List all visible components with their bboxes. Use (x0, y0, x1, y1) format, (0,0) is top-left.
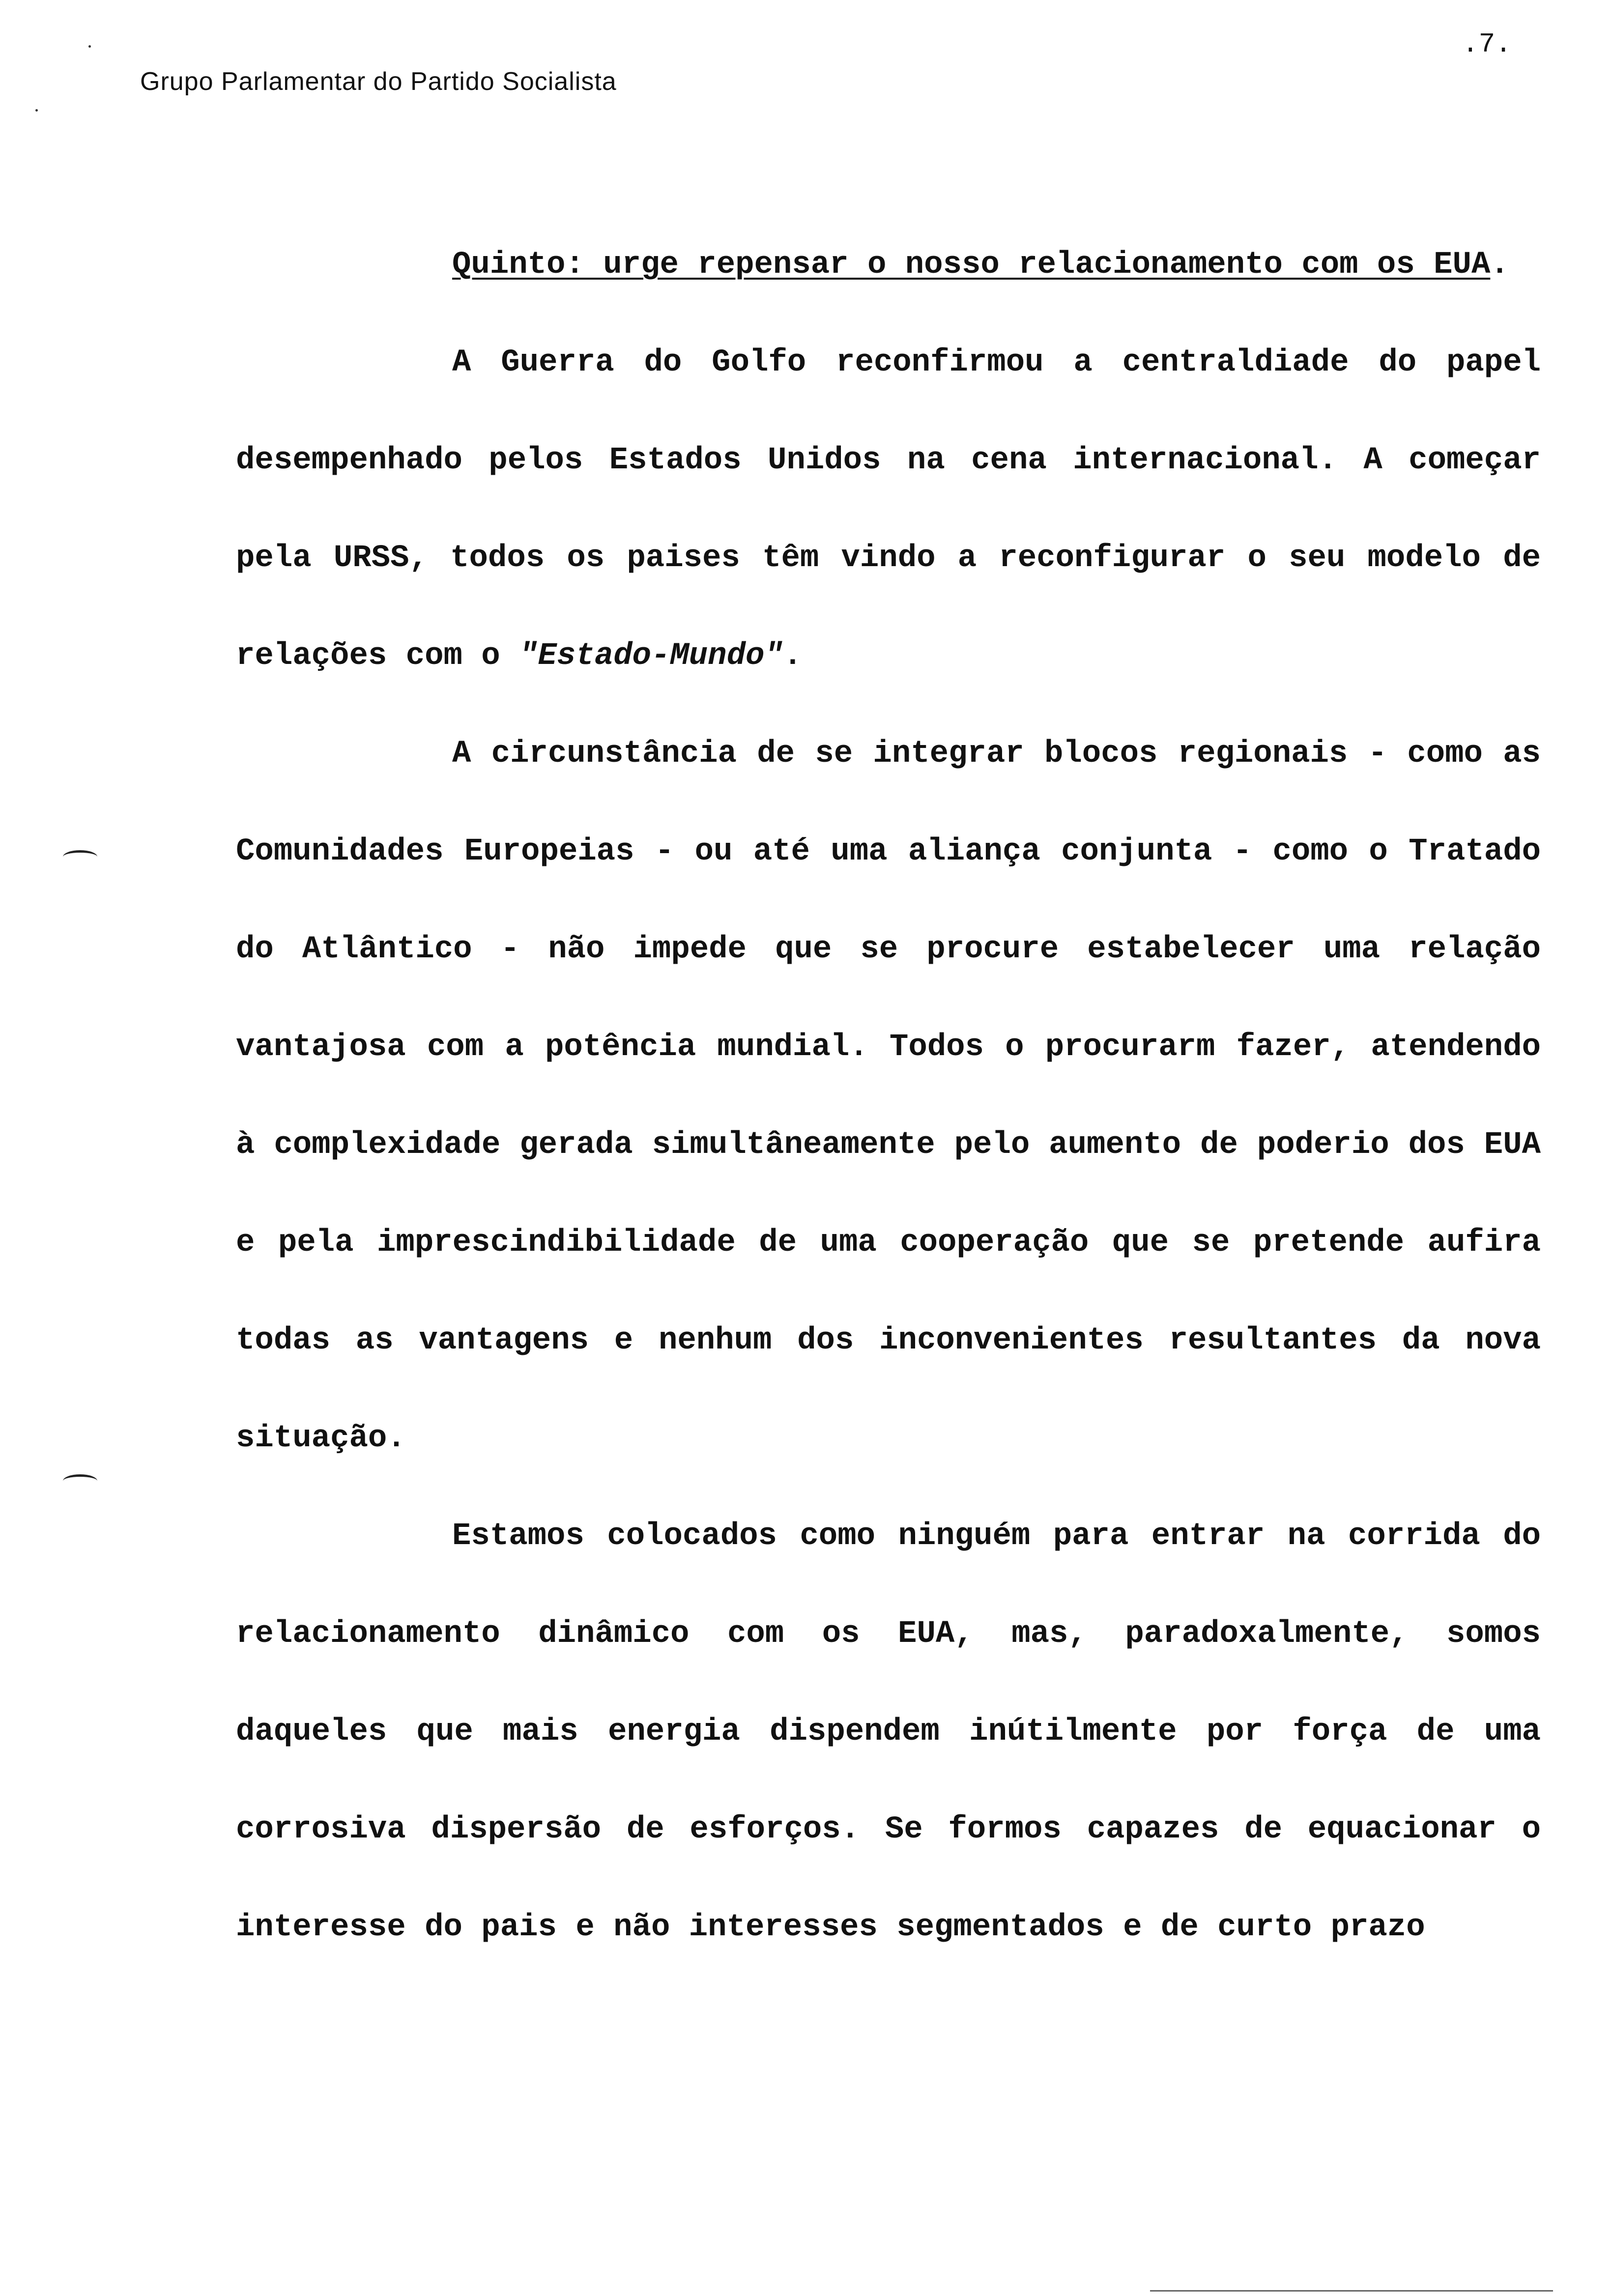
scan-speck (88, 45, 91, 48)
organization-header: Grupo Parlamentar do Partido Socialista (140, 67, 617, 96)
bottom-rule (1150, 2290, 1553, 2292)
paragraph: Estamos colocados como ninguém para entrar na corrida do relacionamento dinâmico com os EUA, mas, paradoxalmente, somos daqueles que mais energia dispendem inútilmente por força de uma corrosiva dispersão de esforços. Se formos capazes de equacionar o interesse do pais e não interesses segmentados e de curto prazo (236, 1519, 1541, 1945)
body-text (236, 216, 1541, 1977)
binder-hole-mark (63, 850, 97, 863)
paragraph-text: A Guerra do Golfo reconfirmou a centraldiade do papel desempenhado pelos Estados Unidos na cena internacional. A começar pela URSS, todos os paises têm vindo a reconfigurar o seu modelo de relações com o (236, 345, 1541, 674)
binder-hole-mark (63, 1474, 97, 1488)
scan-speck (35, 109, 38, 112)
quoted-term: "Estado-Mundo" (519, 638, 783, 674)
section-heading-period: . (1490, 247, 1509, 283)
page-number: .7. (1462, 29, 1512, 60)
paragraph (236, 314, 1541, 705)
paragraph: A circunstância de se integrar blocos regionais - como as Comunidades Europeias - ou até uma aliança conjunta - como o Tratado do Atlântico - não impede que se procure estabelecer uma relação vantajosa com a potência mundial. Todos o procurarm fazer, atendendo à complexidade gerada simultâneamente pelo aumento de poderio dos EUA e pela imprescindibilidade de uma cooperação que se pretende aufira todas as vantagens e nenhum dos inconvenientes resultantes da nova situação. (236, 736, 1541, 1456)
section-heading (236, 216, 1541, 314)
paragraph-period: . (783, 638, 803, 674)
section-heading-text: Quinto: urge repensar o nosso relacionamento com os EUA (452, 247, 1491, 283)
